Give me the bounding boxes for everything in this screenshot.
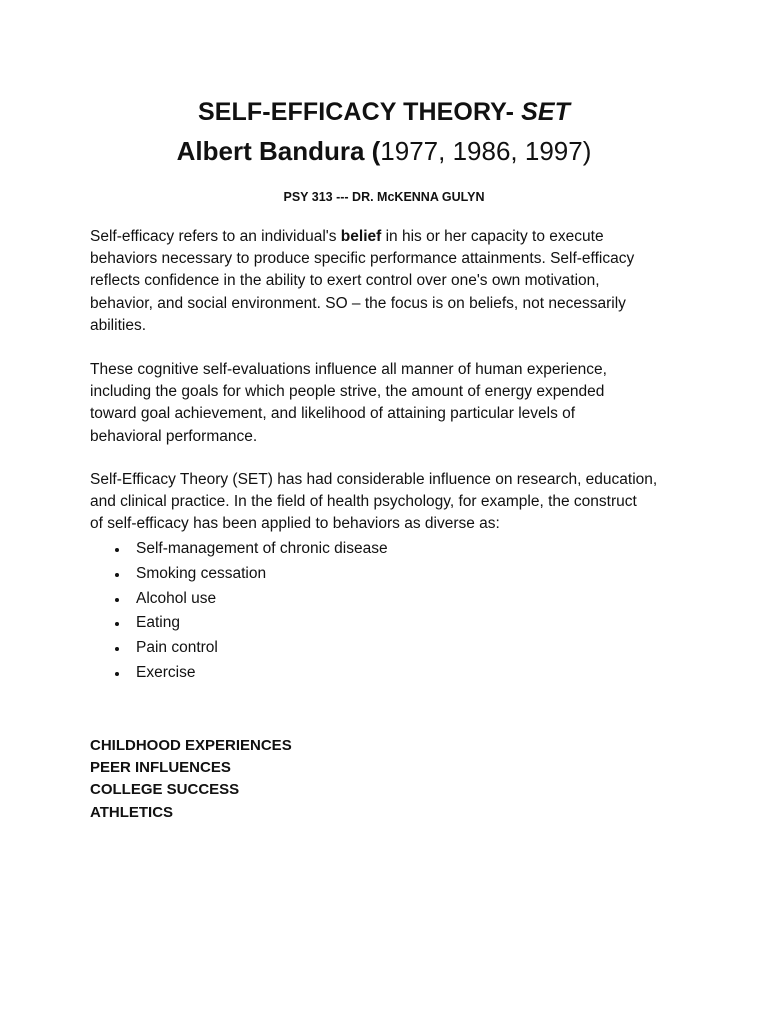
document-author-line <box>0 136 768 166</box>
paragraph-set-influence <box>90 469 690 536</box>
paragraph-line: abilities. <box>90 316 146 334</box>
heading-athletics: ATHLETICS <box>90 803 174 821</box>
list-item-text: Eating <box>136 614 180 632</box>
list-item-text: Exercise <box>136 663 196 681</box>
bullet-icon <box>115 598 119 602</box>
text-run: in his or her capacity to execute <box>381 228 604 245</box>
paragraph-line: of self-efficacy has been applied to behaviors as diverse as: <box>90 515 500 533</box>
document-title <box>0 97 768 127</box>
list-item <box>110 611 388 636</box>
list-item-text: Pain control <box>136 639 218 657</box>
bullet-icon <box>115 573 119 577</box>
list-item <box>110 562 388 587</box>
bullet-icon <box>115 622 119 626</box>
list-item <box>110 587 388 612</box>
title-years: 1977, 1986, 1997) <box>380 136 592 166</box>
paragraph-line <box>90 226 690 248</box>
paragraph-cognitive <box>90 359 690 448</box>
source-headings <box>90 735 292 824</box>
title-main-italic: SET <box>521 98 570 126</box>
title-author: Albert Bandura ( <box>176 136 381 166</box>
paragraph-line: These cognitive self-evaluations influence all manner of human experience, <box>90 361 607 378</box>
bullet-icon <box>115 548 119 552</box>
paragraph-line: behaviors necessary to produce specific performance attainments. Self-efficacy <box>90 250 635 268</box>
text-run: Self-efficacy refers to an individual's <box>90 228 341 245</box>
bullet-icon <box>115 672 119 676</box>
heading-childhood-experiences: CHILDHOOD EXPERIENCES <box>90 737 292 754</box>
paragraph-line: Self-Efficacy Theory (SET) has had considerable influence on research, education, <box>90 471 658 488</box>
behavior-bullet-list <box>110 537 388 686</box>
list-item <box>110 636 388 661</box>
bullet-icon <box>115 647 119 651</box>
paragraph-line: toward goal achievement, and likelihood of attaining particular levels of <box>90 405 576 423</box>
paragraph-line: including the goals for which people strive, the amount of energy expended <box>90 383 605 401</box>
bold-belief: belief <box>340 228 382 245</box>
document-subtitle: PSY 313 --- DR. McKENNA GULYN <box>283 190 485 204</box>
paragraph-line: behavior, and social environment. SO – the focus is on beliefs, not necessarily <box>90 294 626 312</box>
heading-peer-influences: PEER INFLUENCES <box>90 759 231 777</box>
paragraph-line: behavioral performance. <box>90 427 258 445</box>
paragraph-line: and clinical practice. In the field of health psychology, for example, the construct <box>90 493 637 511</box>
list-item <box>110 661 388 686</box>
heading-college-success: COLLEGE SUCCESS <box>90 781 240 799</box>
paragraph-line: reflects confidence in the ability to exert control over one's own motivation, <box>90 272 600 290</box>
list-item-text: Smoking cessation <box>136 564 267 582</box>
list-item-text: Alcohol use <box>136 589 217 607</box>
paragraph-definition <box>90 226 690 337</box>
list-item-text: Self-management of chronic disease <box>136 540 388 557</box>
title-main: SELF-EFFICACY THEORY- <box>198 98 522 126</box>
list-item <box>110 537 388 562</box>
